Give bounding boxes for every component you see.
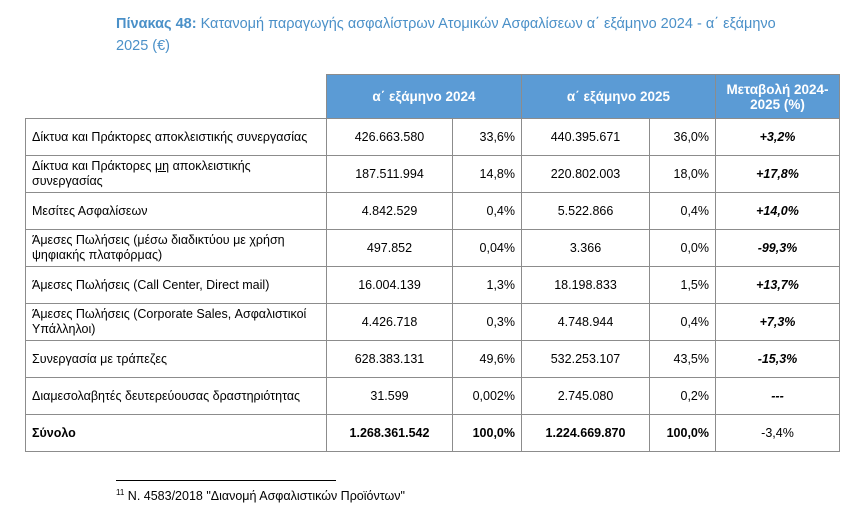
row-change: -99,3%: [716, 230, 840, 267]
row-value-2025: 3.366: [522, 230, 650, 267]
table-row: [26, 193, 840, 230]
row-category-underlined: μη: [154, 159, 170, 173]
row-category: Δίκτυα και Πράκτορες αποκλειστικής συνεργασίας: [26, 119, 327, 156]
table-row: [26, 378, 840, 415]
row-value-2025: 440.395.671: [522, 119, 650, 156]
row-category: [26, 156, 327, 193]
table-row: [26, 230, 840, 267]
total-change: -3,4%: [716, 415, 840, 452]
row-category-post: αποκλειστικής συνεργασίας: [32, 159, 251, 188]
row-value-2024: 31.599: [327, 378, 453, 415]
row-value-2025: 4.748.944: [522, 304, 650, 341]
row-share-2025: 0,4%: [650, 304, 716, 341]
header-2025: α΄ εξάμηνο 2025: [522, 75, 716, 119]
footnote: [116, 488, 405, 503]
row-value-2025: 18.198.833: [522, 267, 650, 304]
row-value-2025: 532.253.107: [522, 341, 650, 378]
row-value-2024: 4.842.529: [327, 193, 453, 230]
row-change: +14,0%: [716, 193, 840, 230]
row-value-2024: 187.511.994: [327, 156, 453, 193]
row-share-2024: 0,4%: [453, 193, 522, 230]
table-row: [26, 267, 840, 304]
table-row: [26, 341, 840, 378]
row-change: -15,3%: [716, 341, 840, 378]
total-share-2024: 100,0%: [453, 415, 522, 452]
row-share-2025: 43,5%: [650, 341, 716, 378]
row-category: Άμεσες Πωλήσεις (μέσω διαδικτύου με χρήση ψηφιακής πλατφόρμας): [26, 230, 327, 267]
row-share-2025: 0,2%: [650, 378, 716, 415]
row-share-2024: 0,3%: [453, 304, 522, 341]
row-value-2024: 16.004.139: [327, 267, 453, 304]
footnote-text: Ν. 4583/2018 "Διανομή Ασφαλιστικών Προϊόντων": [124, 489, 405, 504]
row-value-2024: 426.663.580: [327, 119, 453, 156]
row-category: Διαμεσολαβητές δευτερεύουσας δραστηριότητας: [26, 378, 327, 415]
header-blank: [26, 75, 327, 119]
footnote-number: 11: [116, 488, 125, 497]
footnote-divider: [116, 480, 336, 481]
table-row: [26, 156, 840, 193]
total-label: Σύνολο: [26, 415, 327, 452]
total-row: [26, 415, 840, 452]
row-change: +17,8%: [716, 156, 840, 193]
row-share-2024: 0,002%: [453, 378, 522, 415]
total-value-2024: 1.268.361.542: [327, 415, 453, 452]
row-category-pre: Δίκτυα και Πράκτορες: [32, 159, 155, 173]
row-share-2024: 1,3%: [453, 267, 522, 304]
row-category: Συνεργασία με τράπεζες: [26, 341, 327, 378]
row-share-2024: 33,6%: [453, 119, 522, 156]
header-change: Μεταβολή 2024-2025 (%): [716, 75, 840, 119]
row-share-2025: 1,5%: [650, 267, 716, 304]
row-category: Μεσίτες Ασφαλίσεων: [26, 193, 327, 230]
row-change: +3,2%: [716, 119, 840, 156]
header-row: [26, 75, 840, 119]
caption-text: Κατανομή παραγωγής ασφαλίστρων Ατομικών Ασφαλίσεων α΄ εξάμηνο 2024 - α΄ εξάμηνο 2025 (€): [116, 16, 776, 54]
row-value-2025: 220.802.003: [522, 156, 650, 193]
total-share-2025: 100,0%: [650, 415, 716, 452]
row-value-2025: 5.522.866: [522, 193, 650, 230]
row-change: +13,7%: [716, 267, 840, 304]
caption-label: Πίνακας 48:: [116, 16, 197, 32]
row-change: +7,3%: [716, 304, 840, 341]
row-share-2025: 36,0%: [650, 119, 716, 156]
row-value-2024: 497.852: [327, 230, 453, 267]
row-category: Άμεσες Πωλήσεις (Call Center, Direct mail): [26, 267, 327, 304]
row-category: Άμεσες Πωλήσεις (Corporate Sales, Ασφαλιστικοί Υπάλληλοι): [26, 304, 327, 341]
row-change: ---: [716, 378, 840, 415]
row-share-2024: 14,8%: [453, 156, 522, 193]
row-share-2024: 0,04%: [453, 230, 522, 267]
row-value-2025: 2.745.080: [522, 378, 650, 415]
table-row: [26, 304, 840, 341]
row-share-2024: 49,6%: [453, 341, 522, 378]
row-share-2025: 0,0%: [650, 230, 716, 267]
header-2024: α΄ εξάμηνο 2024: [327, 75, 522, 119]
row-share-2025: 0,4%: [650, 193, 716, 230]
total-value-2025: 1.224.669.870: [522, 415, 650, 452]
table-caption: [116, 13, 796, 57]
row-value-2024: 4.426.718: [327, 304, 453, 341]
table-row: [26, 119, 840, 156]
row-value-2024: 628.383.131: [327, 341, 453, 378]
row-share-2025: 18,0%: [650, 156, 716, 193]
premium-distribution-table: [25, 74, 840, 452]
